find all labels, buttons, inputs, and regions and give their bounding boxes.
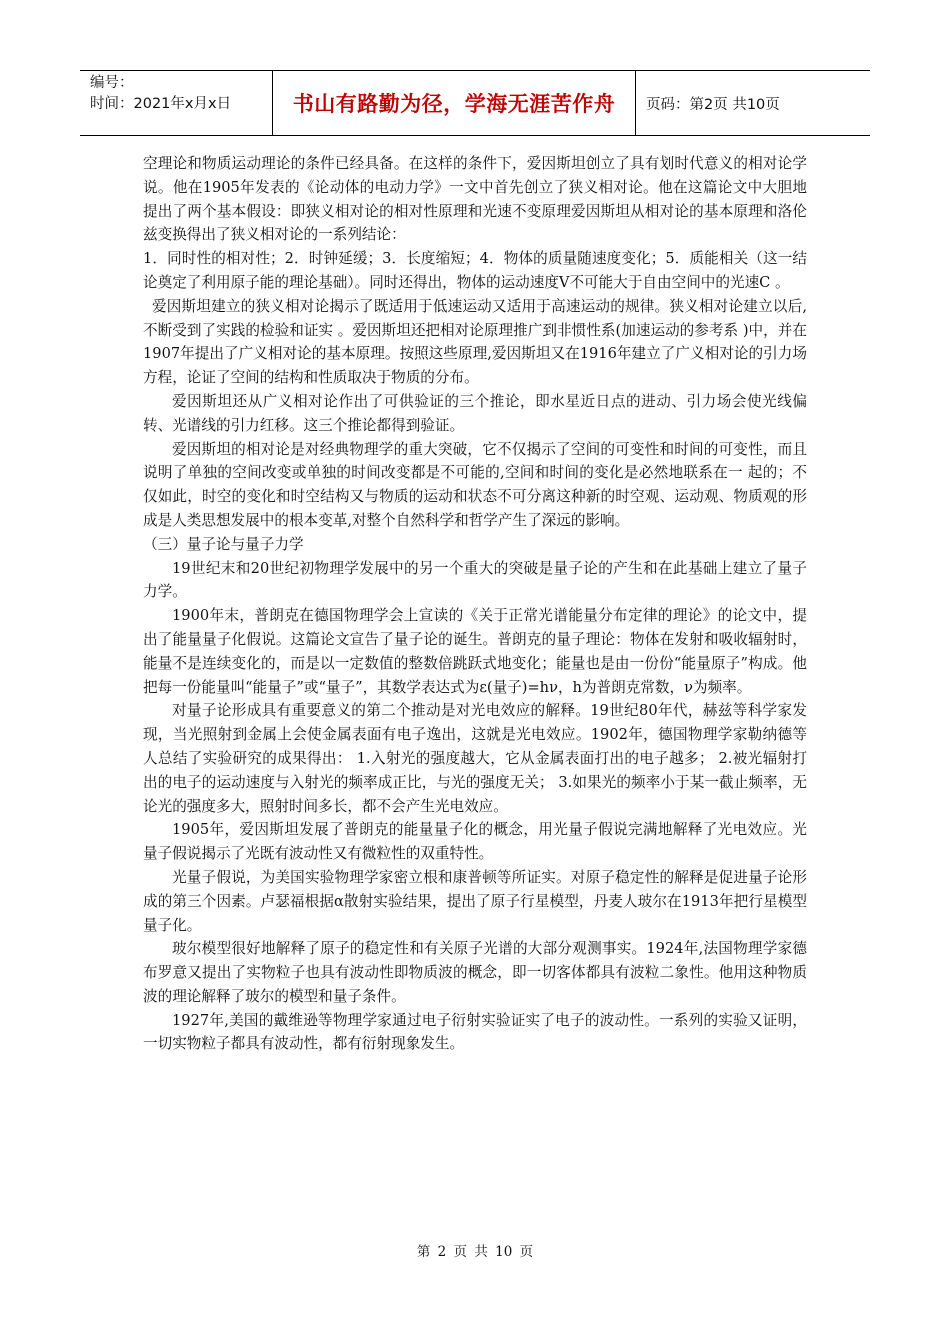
header-motto: 书山有路勤为径，学海无涯苦作舟 — [272, 71, 636, 135]
doc-number-label: 编号： — [90, 75, 134, 91]
header-meta — [80, 71, 272, 135]
body-paragraph: 空理论和物质运动理论的条件已经具备。在这样的条件下，爱因斯坦创立了具有划时代意义的相对论学说。他在1905年发表的《论动体的电动力学》一文中首先创立了狭义相对论。他在这篇论文中大胆地提出了两个基本假设：即狭义相对论的相对性原理和光速不变原理爱因斯坦从相对论的基本原理和洛伦兹变换得出了狭义相对论的一系列结论： — [143, 155, 807, 244]
body-paragraph: 1．同时性的相对性；2．时钟延缓；3．长度缩短；4．物体的质量随速度变化；5．质能相关（这一结论奠定了利用原子能的理论基础）。同时还得出，物体的运动速度V不可能大于自由空间中的光速C 。 — [143, 250, 807, 291]
doc-date-label: 时间：2021年x月x日 — [90, 96, 232, 112]
body-paragraph: 1905年，爱因斯坦发展了普朗克的能量量子化的概念，用光量子假说完满地解释了光电效应。光量子假说揭示了光既有波动性又有微粒性的双重特性。 — [143, 821, 807, 863]
body-paragraph: 对量子论形成具有重要意义的第二个推动是对光电效应的解释。19世纪80年代，赫兹等科学家发现，当光照射到金属上会使金属表面有电子逸出，这就是光电效应。1902年，德国物理学家勒纳德等人总结了实验研究的成果得出： 1.入射光的强度越大，它从金属表面打出的电子越多； 2.被光辐射打出的电子的运动速度与入射光的频率成正比，与光的强度无关； 3.如果光的频率小于某一截止频率，无论光的强度多大，照射时间多长，都不会产生光电效应。 — [143, 702, 807, 815]
body-paragraph: 光量子假说，为美国实验物理学家密立根和康普顿等所证实。对原子稳定性的解释是促进量子论形成的第三个因素。卢瑟福根据α散射实验结果，提出了原子行星模型，丹麦人玻尔在1913年把行星模型量子化。 — [143, 868, 807, 934]
body-paragraph: 爱因斯坦还从广义相对论作出了可供验证的三个推论，即水星近日点的进动、引力场会使光线偏转、光谱线的引力红移。这三个推论都得到验证。 — [143, 392, 807, 434]
header-page-info: 页码：第2页 共10页 — [646, 96, 780, 113]
body-paragraph: 爱因斯坦建立的狭义相对论揭示了既适用于低速运动又适用于高速运动的规律。狭义相对论建立以后,不断受到了实践的检验和证实 。爱因斯坦还把相对论原理推广到非惯性系(加速运动的参考系 )中，并在1907年提出了广义相对论的基本原理。按照这些原理,爱因斯坦又在1916年建立了广义相对论的引力场方程，论证了空间的结构和性质取决于物质的分布。 — [143, 297, 807, 387]
body-paragraph: 玻尔模型很好地解释了原子的稳定性和有关原子光谱的大部分观测事实。1924年,法国物理学家德布罗意又提出了实物粒子也具有波动性即物质波的概念，即一切客体都具有波粒二象性。他用这种物质波的理论解释了玻尔的模型和量子条件。 — [143, 940, 807, 1005]
document-body — [143, 152, 807, 1056]
page-header — [80, 70, 870, 136]
page-footer: 第 2 页 共 10 页 — [416, 1244, 534, 1260]
body-paragraph: 爱因斯坦的相对论是对经典物理学的重大突破，它不仅揭示了空间的可变性和时间的可变性，而且说明了单独的空间改变或单独的时间改变都是不可能的,空间和时间的变化是必然地联系在一 起的；不仅如此，时空的变化和时空结构又与物质的运动和状态不可分离这种新的时空观、运动观、物质观的形成是人类思想发展中的根本变革,对整个自然科学和哲学产生了深远的影响。 — [143, 440, 807, 529]
body-paragraph: （三）量子论与量子力学 — [143, 535, 304, 553]
body-paragraph: 1900年末，普朗克在德国物理学会上宣读的《关于正常光谱能量分布定律的理论》的论文中，提出了能量量子化假说。这篇论文宣告了量子论的诞生。普朗克的量子理论：物体在发射和吸收辐射时，能量不是连续变化的，而是以一定数值的整数倍跳跃式地变化；能量也是由一份份“能量原子”构成。他把每一份能量叫“能量子”或“量子”，其数学表达式为ε(量子)=hν，h为普朗克常数，ν为频率。 — [143, 607, 807, 696]
body-paragraph: 1927年,美国的戴维逊等物理学家通过电子衍射实验证实了电子的波动性。一系列的实验又证明，一切实物粒子都具有波动性，都有衍射现象发生。 — [143, 1011, 807, 1053]
body-paragraph: 19世纪末和20世纪初物理学发展中的另一个重大的突破是量子论的产生和在此基础上建立了量子力学。 — [143, 559, 807, 601]
